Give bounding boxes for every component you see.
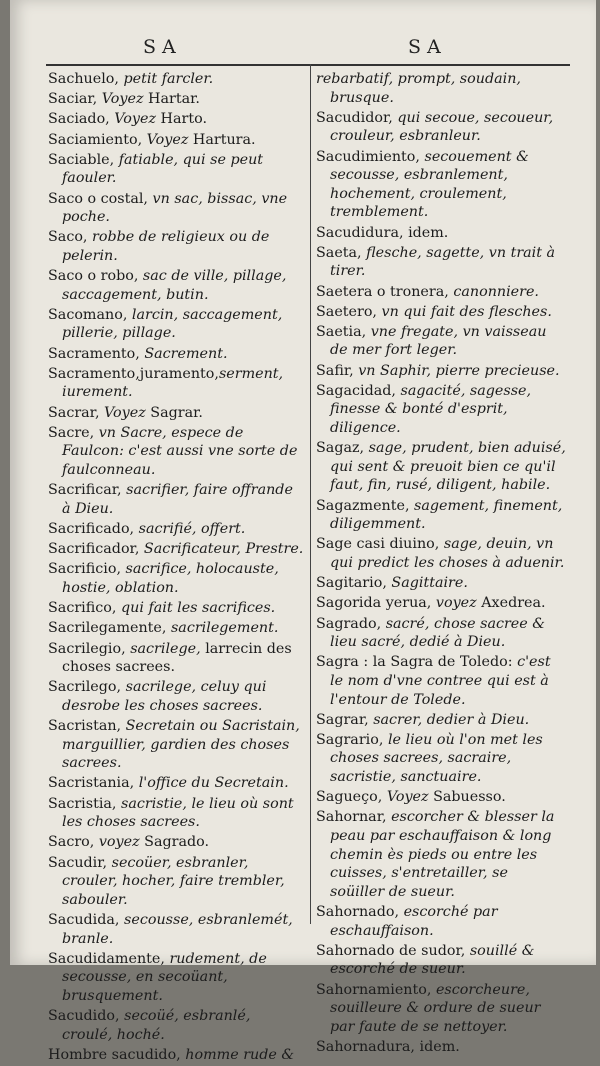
headword: Sacrilegio, xyxy=(48,640,131,657)
headword: Sagueço, xyxy=(316,789,387,806)
definition: sacrilege, celuy qui desrobe les choses sacrees. xyxy=(62,679,267,714)
headword: Sahornado, xyxy=(316,904,404,920)
definition: rudement, de secousse, en secoüant, brusquement. xyxy=(62,950,267,1004)
definition: sagacité, sagesse, finesse & bonté d'esprit, diligence. xyxy=(330,382,532,437)
definition: sage, prudent, bien aduisé, qui sent & preuoit bien ce qu'il faut, fin, rusé, diligent, habile. xyxy=(330,440,566,494)
headword: Sachuelo, xyxy=(48,71,124,87)
dictionary-entry xyxy=(316,362,566,381)
cross-reference: Sagrar. xyxy=(150,404,203,421)
dictionary-entry xyxy=(316,711,566,730)
cross-reference: Hartar. xyxy=(148,91,200,108)
definition: Sagittaire. xyxy=(391,575,468,592)
definition: sac de ville, pillage, saccagement, butin. xyxy=(62,268,287,303)
cross-reference: Harto. xyxy=(160,111,207,128)
cross-reference: larrecin des choses sacrees. xyxy=(62,640,292,676)
definition: sacrifice, holocauste, hostie, oblation. xyxy=(62,561,279,596)
dictionary-entry xyxy=(48,795,304,832)
definition: escorché par eschauffaison. xyxy=(330,904,498,939)
dictionary-entry xyxy=(48,481,304,518)
headword: Sacro, xyxy=(48,834,99,851)
definition: sacrilegement. xyxy=(170,620,279,637)
headword: Sagaz, xyxy=(316,440,369,457)
headword: Sacrificar, xyxy=(48,482,127,499)
definition: sagement, finement, diligemment. xyxy=(330,497,563,533)
definition: homme rude & xyxy=(185,1046,295,1063)
headword: Saetera o tronera, xyxy=(316,283,454,300)
definition: secouement & secousse, esbranlement, hochement, croulement, tremblement. xyxy=(330,148,529,221)
definition: canonniere. xyxy=(453,283,539,300)
definition: sacrifier, faire offrande à Dieu. xyxy=(62,482,293,517)
dictionary-entry xyxy=(48,640,304,677)
dictionary-entry xyxy=(48,1046,304,1065)
cross-reference: Axedrea. xyxy=(481,595,546,612)
headword: Saciado, xyxy=(48,111,115,128)
definition: Voyez xyxy=(386,789,434,806)
definition: souillé & escorché de sueur. xyxy=(330,942,535,978)
dictionary-entry xyxy=(48,520,304,539)
dictionary-entry xyxy=(48,131,304,150)
dictionary-entry xyxy=(48,854,304,910)
definition: vn Sacre, espece de Faulcon: c'est aussi vne sorte de faulconneau. xyxy=(62,424,298,478)
headword: Sacrilego, xyxy=(48,679,126,696)
dictionary-entry xyxy=(48,70,304,89)
definition: vn sac, bissac, vne poche. xyxy=(62,190,288,226)
definition: sacré, chose sacree & lieu sacré, dedié à Dieu. xyxy=(330,615,545,651)
dictionary-entry xyxy=(316,535,566,572)
cross-reference: Hartura. xyxy=(192,131,256,148)
dictionary-entry xyxy=(316,224,566,243)
dictionary-entry xyxy=(48,717,304,773)
left-column xyxy=(48,70,304,1066)
dictionary-entry xyxy=(48,151,304,188)
definition: serment, iurement. xyxy=(62,365,284,401)
dictionary-entry xyxy=(48,90,304,109)
headword: Sacudidura, idem. xyxy=(316,224,449,241)
definition: vn qui fait des flesches. xyxy=(381,303,552,320)
headword: Saciar, xyxy=(48,91,102,108)
definition: fatiable, qui se peut faouler. xyxy=(62,151,264,187)
dictionary-entry xyxy=(48,404,304,423)
book-page xyxy=(10,0,596,1063)
dictionary-entry xyxy=(316,594,566,613)
definition: voyez xyxy=(435,595,482,612)
dictionary-entry xyxy=(316,1038,566,1057)
dictionary-entry xyxy=(48,345,304,364)
definition: Sacrificateur, Prestre. xyxy=(143,541,304,558)
headword: Sagrar, xyxy=(316,711,374,728)
column-divider xyxy=(310,64,311,924)
definition: rebarbatif, prompt, soudain, brusque. xyxy=(316,71,521,106)
headword: Sagazmente, xyxy=(316,497,415,514)
definition: secoüer, esbranler, crouler, hocher, faire trembler, sabouler. xyxy=(62,854,285,908)
headword: Sahornadura, idem. xyxy=(316,1038,460,1055)
cross-reference: Sagrado. xyxy=(144,834,210,851)
cross-reference: Sabuesso. xyxy=(433,789,506,806)
headword: Sacudida, xyxy=(48,911,125,928)
headword: Saeta, xyxy=(316,244,367,261)
definition: sacrilege, xyxy=(130,640,206,657)
headword: Sacramento,juramento, xyxy=(48,365,219,382)
definition: petit farcler. xyxy=(123,71,214,87)
headword: Sagra : la Sagra de Toledo: xyxy=(316,654,518,671)
headword: Hombre sacudido, xyxy=(48,1046,186,1063)
header-right: SA xyxy=(408,36,447,58)
definition: secoüé, esbranlé, croulé, hoché. xyxy=(62,1008,251,1043)
definition: robbe de religieux ou de pelerin. xyxy=(62,229,270,264)
headword: Sacrificio, xyxy=(48,561,126,578)
definition: voyez xyxy=(98,834,145,851)
dictionary-entry xyxy=(316,244,566,281)
definition: sage, deuin, vn qui predict les choses à aduenir. xyxy=(330,536,565,571)
dictionary-entry xyxy=(48,424,304,480)
dictionary-entry xyxy=(48,774,304,793)
dictionary-entry xyxy=(48,306,304,343)
headword: Saco o robo, xyxy=(48,268,143,285)
dictionary-entry xyxy=(48,190,304,227)
headword: Sacristia, xyxy=(48,795,121,812)
dictionary-entry xyxy=(316,808,566,901)
headword: Sacristania, xyxy=(48,775,139,792)
definition: secousse, esbranlemét, branle. xyxy=(62,911,293,947)
headword: Sacristan, xyxy=(48,718,126,735)
dictionary-entry xyxy=(48,950,304,1006)
dictionary-entry xyxy=(316,653,566,709)
dictionary-entry xyxy=(48,267,304,304)
definition: vne fregate, vn vaisseau de mer fort leger. xyxy=(330,323,547,359)
headword: Sacrifico, xyxy=(48,600,121,617)
headword: Sacrar, xyxy=(48,404,105,421)
headword: Sagrado, xyxy=(316,615,386,632)
dictionary-entry xyxy=(48,365,304,402)
headword: Sagitario, xyxy=(316,575,392,592)
definition: qui secoue, secoueur, crouleur, esbranleur. xyxy=(330,109,554,145)
dictionary-entry xyxy=(48,833,304,852)
running-header xyxy=(10,36,596,62)
dictionary-entry xyxy=(316,70,566,107)
dictionary-entry xyxy=(316,788,566,807)
dictionary-entry xyxy=(48,560,304,597)
definition: sacrer, dedier à Dieu. xyxy=(373,711,530,728)
headword: Sage casi diuino, xyxy=(316,536,444,553)
dictionary-entry xyxy=(48,911,304,948)
dictionary-entry xyxy=(48,110,304,129)
definition: c'est le nom d'vne contree qui est à l'entour de Tolede. xyxy=(330,654,551,708)
headword: Sagrario, xyxy=(316,731,388,748)
definition: qui fait les sacrifices. xyxy=(120,600,276,617)
dictionary-entry xyxy=(316,731,566,787)
header-rule xyxy=(46,64,570,66)
headword: Sahornado de sudor, xyxy=(316,942,470,959)
headword: Sacudidor, xyxy=(316,109,398,126)
dictionary-entry xyxy=(316,942,566,979)
headword: Sacudido, xyxy=(48,1008,125,1025)
dictionary-entry xyxy=(48,1007,304,1044)
definition: larcin, saccagement, pillerie, pillage. xyxy=(62,306,283,342)
headword: Sacudir, xyxy=(48,854,112,871)
headword: Sacrificado, xyxy=(48,520,139,537)
dictionary-entry xyxy=(316,148,566,222)
definition: flesche, sagette, vn trait à tirer. xyxy=(330,244,556,280)
dictionary-entry xyxy=(316,574,566,593)
headword: Sacre, xyxy=(48,424,99,441)
dictionary-entry xyxy=(48,678,304,715)
headword: Sahornamiento, xyxy=(316,981,436,998)
definition: Voyez xyxy=(114,111,161,128)
definition: Sacrement. xyxy=(144,345,228,362)
headword: Saco o costal, xyxy=(48,190,153,207)
definition: escorcher & blesser la peau par eschauffaison & long chemin ès pieds ou entre les cuisses, s'entretailler, se soüiller de sueur. xyxy=(330,809,555,900)
dictionary-entry xyxy=(316,382,566,438)
headword: Safir, xyxy=(316,362,359,379)
dictionary-entry xyxy=(316,615,566,652)
headword: Sacudimiento, xyxy=(316,148,425,165)
definition: Voyez xyxy=(146,131,193,148)
header-left: SA xyxy=(143,36,182,58)
headword: Saetia, xyxy=(316,323,371,340)
definition: l'office du Secretain. xyxy=(138,775,289,792)
definition: le lieu où l'on met les choses sacrees, sacraire, sacristie, sanctuaire. xyxy=(330,731,543,786)
headword: Sacramento, xyxy=(48,345,145,362)
headword: Saco, xyxy=(48,229,93,246)
dictionary-entry xyxy=(48,228,304,265)
headword: Sagorida yerua, xyxy=(316,595,436,612)
definition: vn Saphir, pierre precieuse. xyxy=(358,362,560,379)
definition: Secretain ou Sacristain, marguillier, gardien des choses sacrees. xyxy=(62,718,300,772)
headword: Sacomano, xyxy=(48,306,132,323)
dictionary-entry xyxy=(48,599,304,618)
dictionary-entry xyxy=(316,981,566,1037)
dictionary-entry xyxy=(316,497,566,534)
headword: Sacrilegamente, xyxy=(48,620,171,637)
headword: Sagacidad, xyxy=(316,382,401,399)
definition: escorcheure, souilleure & ordure de sueur par faute de se nettoyer. xyxy=(330,981,541,1035)
headword: Saciable, xyxy=(48,151,119,168)
headword: Sacudidamente, xyxy=(48,950,170,967)
definition: sacristie, le lieu où sont les choses sacrees. xyxy=(62,795,294,831)
dictionary-entry xyxy=(316,283,566,302)
right-column xyxy=(316,70,566,1058)
headword: Sahornar, xyxy=(316,809,392,826)
definition: Voyez xyxy=(104,404,151,421)
headword: Sacrificador, xyxy=(48,541,144,558)
dictionary-entry xyxy=(316,109,566,146)
definition: sacrifié, offert. xyxy=(138,520,246,537)
dictionary-entry xyxy=(316,903,566,940)
dictionary-entry xyxy=(316,439,566,495)
dictionary-entry xyxy=(316,303,566,322)
dictionary-entry xyxy=(316,323,566,360)
headword: Saciamiento, xyxy=(48,131,147,148)
headword: Saetero, xyxy=(316,303,382,320)
dictionary-entry xyxy=(48,619,304,638)
dictionary-entry xyxy=(48,540,304,559)
definition: Voyez xyxy=(101,91,149,108)
